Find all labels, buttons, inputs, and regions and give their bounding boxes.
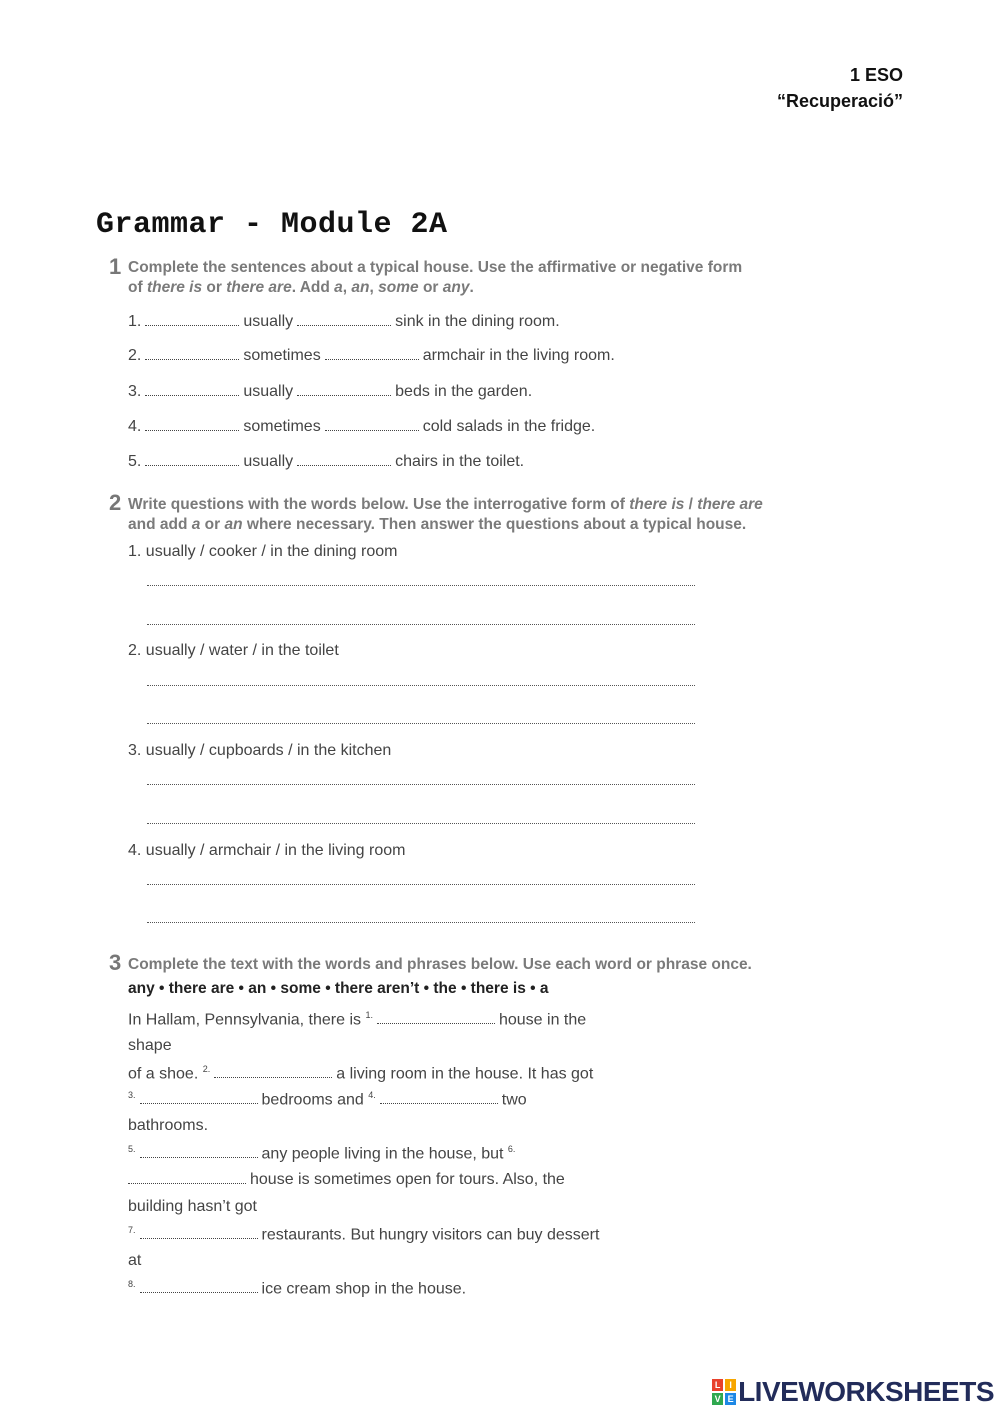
- course-level: 1 ESO: [849, 65, 903, 85]
- answer-line[interactable]: [147, 922, 695, 923]
- exercise-2-number: 2: [109, 490, 122, 515]
- answer-line[interactable]: [147, 685, 695, 686]
- ex1-item-1: 1. usually sink in the dining room.: [128, 313, 560, 330]
- ex1-item-2: 2. sometimes armchair in the living room.: [128, 347, 615, 364]
- gap-1[interactable]: [377, 1022, 495, 1024]
- answer-line[interactable]: [147, 585, 695, 586]
- exercise-2-instruction: Write questions with the words below. Use the interrogative form of there is / there are and add a or an where necessary. Then answer the questions about a typical house.: [128, 496, 763, 533]
- exercise-3-instruction: Complete the text with the words and phrases below. Use each word or phrase once.: [128, 956, 752, 973]
- logo-tile: E: [725, 1393, 736, 1405]
- gap-4[interactable]: [380, 1102, 498, 1104]
- logo-tile: L: [712, 1379, 723, 1391]
- gap-6[interactable]: [128, 1182, 246, 1184]
- gap-7[interactable]: [140, 1237, 258, 1239]
- gap-8[interactable]: [140, 1291, 258, 1293]
- ex2-item-4: 4. usually / armchair / in the living room: [128, 842, 406, 859]
- logo-tile: V: [712, 1393, 723, 1405]
- gap-3[interactable]: [140, 1102, 258, 1104]
- ex1-item-4: 4. sometimes cold salads in the fridge.: [128, 418, 596, 435]
- liveworksheets-logo[interactable]: [712, 1376, 994, 1408]
- answer-blank[interactable]: [145, 358, 239, 360]
- ex1-item-3: 3. usually beds in the garden.: [128, 383, 533, 400]
- answer-blank[interactable]: [297, 464, 391, 466]
- text-line-8: building hasn’t got: [128, 1198, 257, 1215]
- ex2-item-2: 2. usually / water / in the toilet: [128, 642, 339, 659]
- answer-line[interactable]: [147, 624, 695, 625]
- logo-text: LIVEWORKSHEETS: [738, 1376, 994, 1407]
- answer-blank[interactable]: [145, 464, 239, 466]
- ex2-item-3: 3. usually / cupboards / in the kitchen: [128, 742, 392, 759]
- answer-blank[interactable]: [145, 394, 239, 396]
- answer-blank[interactable]: [297, 324, 391, 326]
- text-line-4: $^{3.}$ bedrooms and $^{4.}$ two: [128, 1090, 527, 1109]
- document-subtitle: “Recuperació”: [776, 91, 903, 111]
- text-line-11: $^{8.}$ ice cream shop in the house.: [128, 1279, 467, 1298]
- exercise-1-number: 1: [109, 254, 122, 279]
- ex2-item-1: 1. usually / cooker / in the dining room: [128, 543, 398, 560]
- liveworksheets-logo-icon: [712, 1379, 736, 1405]
- gap-5[interactable]: [140, 1156, 258, 1158]
- page-title: Grammar - Module 2A: [96, 208, 448, 242]
- text-line-6: $^{5.}$ any people living in the house, but $^{6.}$: [128, 1144, 516, 1163]
- exercise-1-instruction: Complete the sentences about a typical house. Use the affirmative or negative form of there is or there are. Add a, an, some or any.: [128, 259, 743, 296]
- text-line-7: house is sometimes open for tours. Also, the: [128, 1171, 565, 1189]
- answer-blank[interactable]: [145, 429, 239, 431]
- answer-line[interactable]: [147, 784, 695, 785]
- document-header: [777, 62, 903, 114]
- answer-blank[interactable]: [145, 324, 239, 326]
- logo-tile: I: [725, 1379, 736, 1391]
- text-line-1: In Hallam, Pennsylvania, there is $^{1.}$ house in the: [128, 1010, 587, 1029]
- ex1-item-5: 5. usually chairs in the toilet.: [128, 453, 525, 470]
- text-line-2: shape: [128, 1037, 172, 1054]
- gap-2[interactable]: [214, 1076, 332, 1078]
- answer-blank[interactable]: [325, 429, 419, 431]
- text-line-9: $^{7.}$ restaurants. But hungry visitors can buy dessert: [128, 1225, 600, 1244]
- answer-blank[interactable]: [297, 394, 391, 396]
- text-line-10: at: [128, 1252, 142, 1269]
- exercise-3-number: 3: [109, 950, 122, 975]
- answer-line[interactable]: [147, 723, 695, 724]
- text-line-5: bathrooms.: [128, 1117, 209, 1134]
- text-line-3: of a shoe. $^{2.}$ a living room in the house. It has got: [128, 1064, 594, 1083]
- answer-line[interactable]: [147, 884, 695, 885]
- word-bank: any • there are • an • some • there aren’t • the • there is • a: [128, 980, 549, 997]
- answer-blank[interactable]: [325, 358, 419, 360]
- answer-line[interactable]: [147, 823, 695, 824]
